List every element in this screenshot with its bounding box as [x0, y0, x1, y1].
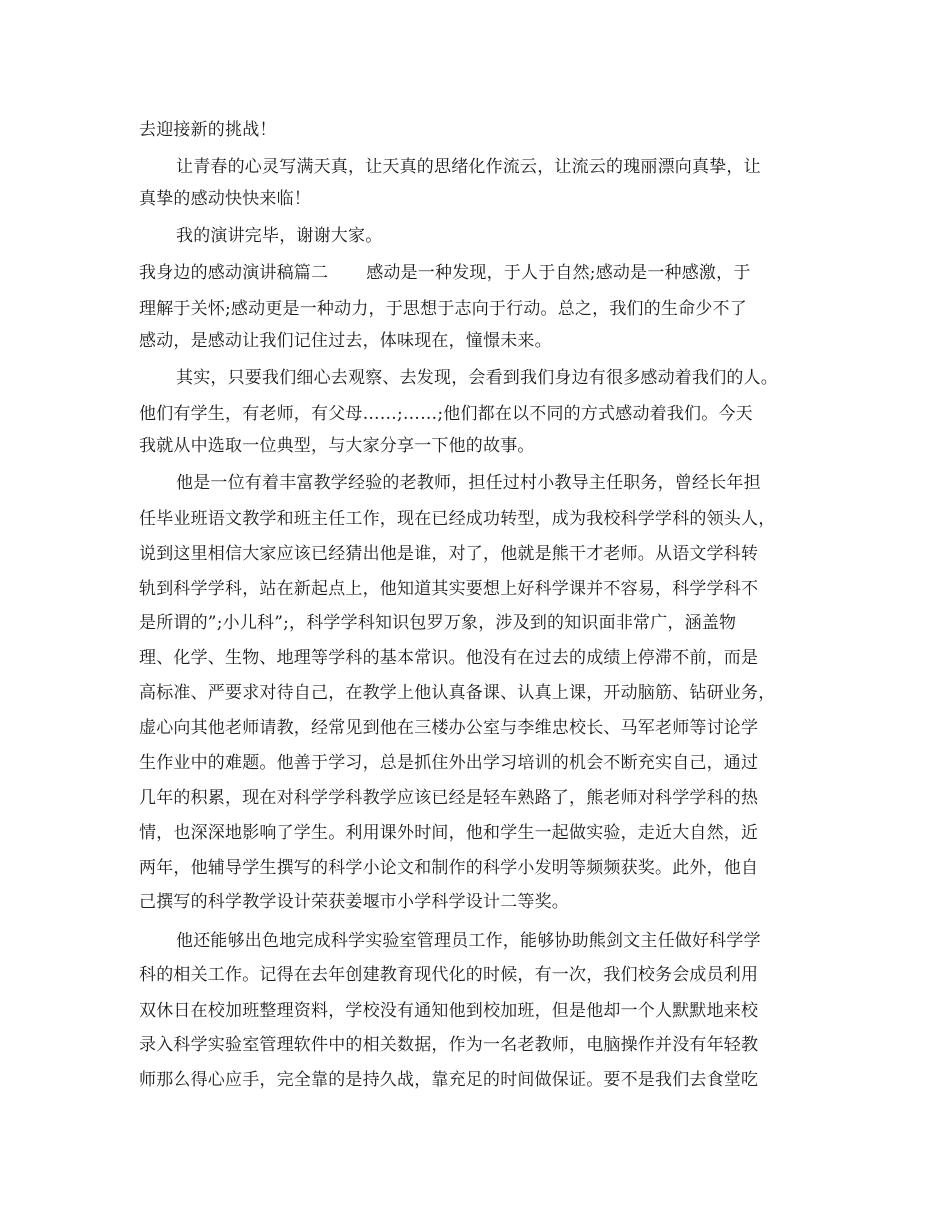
text-line: 真挚的感动快快来临！: [139, 189, 311, 209]
paragraph-start: 其实，只要我们细心去观察、去发现，会看到我们身边有很多感动着我们的人。: [176, 368, 778, 388]
text-line: 两年，他辅导学生撰写的科学小论文和制作的科学小发明等频频获奖。此外，他自: [139, 858, 759, 878]
text-line: 录入科学实验室管理软件中的相关数据，作为一名老教师，电脑操作并没有年轻教: [139, 1035, 759, 1055]
text-line: 感动，是感动让我们记住过去，体味现在，憧憬未来。: [139, 331, 552, 351]
paragraph-start: 他还能够出色地完成科学实验室管理员工作，能够协助熊剑文主任做好科学学: [176, 931, 761, 951]
text-line: 师那么得心应手，完全靠的是持久战，靠充足的时间做保证。要不是我们去食堂吃: [139, 1070, 759, 1090]
paragraph-start: 让青春的心灵写满天真，让天真的思绪化作流云，让流云的瑰丽漂向真挚，让: [176, 157, 761, 177]
text-line: 说到这里相信大家应该已经猜出他是谁，对了，他就是熊干才老师。从语文学科转: [139, 544, 759, 564]
text-line: 情，也深深地影响了学生。利用课外时间，他和学生一起做实验，走近大自然，近: [139, 823, 759, 843]
text-line: 己撰写的科学教学设计荣获姜堰市小学科学设计二等奖。: [139, 892, 569, 912]
text-line: 是所谓的”;小儿科”;，科学学科知识包罗万象，涉及到的知识面非常广，涵盖物: [139, 613, 737, 633]
text-line: 任毕业班语文教学和班主任工作，现在已经成功转型，成为我校科学学科的领头人，: [139, 509, 776, 529]
text-line: 几年的积累，现在对科学学科教学应该已经是轻车熟路了，熊老师对科学学科的热: [139, 788, 759, 808]
text-line: 他们有学生，有老师，有父母……;……;他们都在以不同的方式感动着我们。今天: [139, 404, 753, 424]
text-line: 理、化学、生物、地理等学科的基本常识。他没有在过去的成绩上停滞不前，而是: [139, 648, 759, 668]
section-heading: 我身边的感动演讲稿篇二: [139, 263, 329, 283]
text-line: 我就从中选取一位典型，与大家分享一下他的故事。: [139, 436, 535, 456]
text-line: 高标准、严要求对待自己，在教学上他认真备课、认真上课，开动脑筋、钻研业务，: [139, 683, 776, 703]
heading-line-text: 感动是一种发现，于人于自然;感动是一种感激，于: [366, 263, 751, 283]
text-line: 双休日在校加班整理资料，学校没有通知他到校加班，但是他却一个人默默地来校: [139, 1001, 759, 1021]
paragraph-start: 他是一位有着丰富教学经验的老教师，担任过村小教导主任职务，曾经长年担: [176, 473, 761, 493]
text-line: 去迎接新的挑战！: [139, 120, 277, 140]
text-line: 轨到科学学科，站在新起点上，他知道其实要想上好科学课并不容易，科学学科不: [139, 579, 759, 599]
section-heading-line: [139, 262, 751, 284]
paragraph-start: 我的演讲完毕，谢谢大家。: [176, 226, 383, 246]
text-line: 虚心向其他老师请教，经常见到他在三楼办公室与李维忠校长、马军老师等讨论学: [139, 718, 759, 738]
text-line: 理解于关怀;感动更是一种动力，于思想于志向于行动。总之，我们的生命少不了: [139, 299, 747, 319]
text-line: 科的相关工作。记得在去年创建教育现代化的时候，有一次，我们校务会成员利用: [139, 965, 759, 985]
text-line: 生作业中的难题。他善于学习，总是抓住外出学习培训的机会不断充实自己，通过: [139, 753, 759, 773]
